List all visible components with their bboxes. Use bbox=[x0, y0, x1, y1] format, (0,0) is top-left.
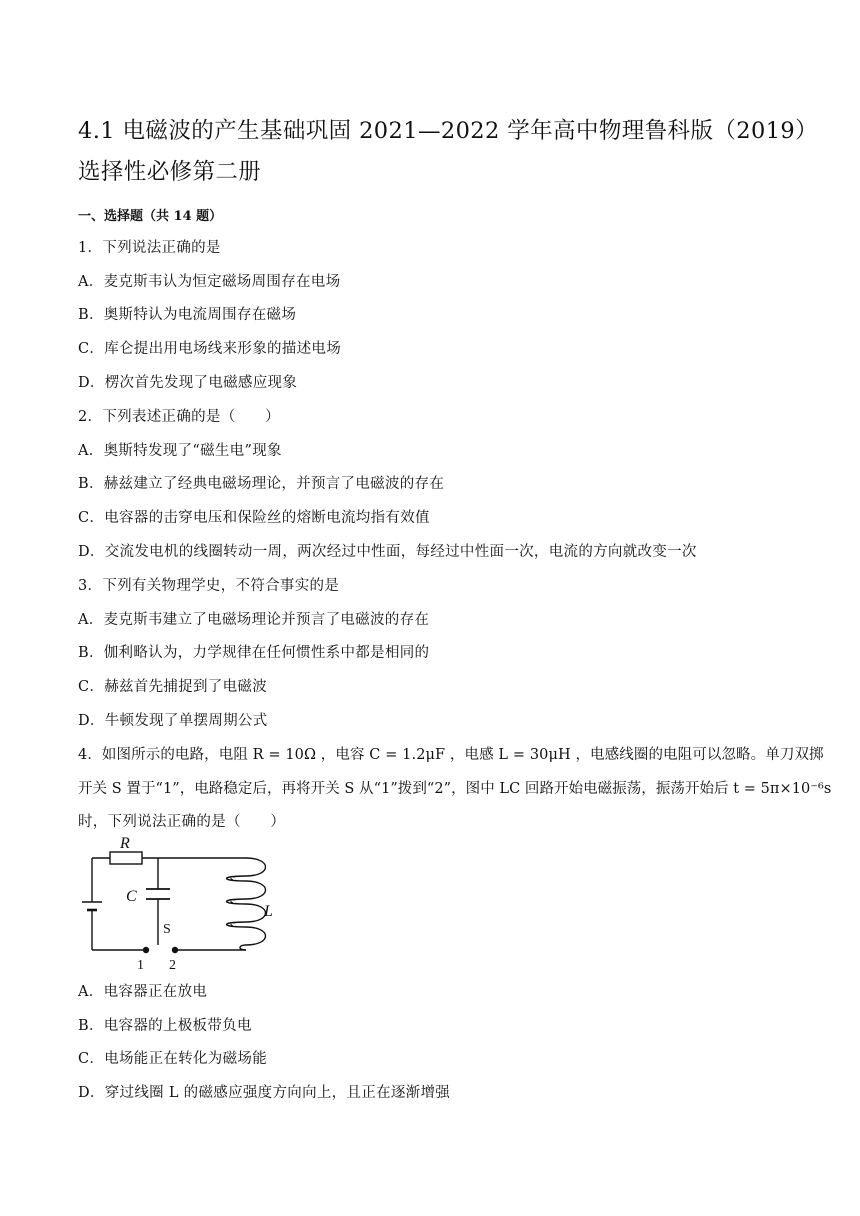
question-1-option-d: D．楞次首先发现了电磁感应现象 bbox=[78, 375, 298, 391]
question-4-stem-line-1: 4．如图所示的电路，电阻 R = 10Ω ，电容 C = 1.2μF ，电感 L = 30μH ，电感线圈的电阻可以忽略。单刀双掷 bbox=[78, 747, 824, 763]
question-3-option-b: B．伽利略认为，力学规律在任何惯性系中都是相同的 bbox=[78, 645, 430, 661]
question-1-option-c: C．库仑提出用电场线来形象的描述电场 bbox=[78, 341, 341, 357]
question-3-stem: 3．下列有关物理学史，不符合事实的是 bbox=[78, 578, 340, 594]
question-2-stem: 2．下列表述正确的是（ ） bbox=[78, 409, 280, 425]
question-1-stem: 1．下列说法正确的是 bbox=[78, 240, 221, 256]
question-4-stem-line-2: 开关 S 置于“1”，电路稳定后，再将开关 S 从“1”拨到“2”，图中 LC 回路开始电磁振荡，振荡开始后 t = 5π×10⁻⁶s bbox=[78, 781, 832, 797]
question-2-option-b: B．赫兹建立了经典电磁场理论，并预言了电磁波的存在 bbox=[78, 476, 445, 492]
label-r: R bbox=[120, 835, 130, 852]
label-l: L bbox=[264, 903, 273, 920]
question-3-option-a: A．麦克斯韦建立了电磁场理论并预言了电磁波的存在 bbox=[78, 612, 430, 628]
label-s: S bbox=[163, 922, 171, 937]
terminal-1-dot bbox=[143, 947, 149, 953]
question-3-option-c: C．赫兹首先捕捉到了电磁波 bbox=[78, 679, 267, 695]
question-2-option-c: C．电容器的击穿电压和保险丝的熔断电流均指有效值 bbox=[78, 510, 430, 526]
question-3-option-d: D．牛顿发现了单摆周期公式 bbox=[78, 713, 268, 729]
question-1-option-a: A．麦克斯韦认为恒定磁场周围存在电场 bbox=[78, 274, 341, 290]
terminal-2-dot bbox=[172, 947, 178, 953]
question-4-option-b: B．电容器的上极板带负电 bbox=[78, 1018, 252, 1034]
label-terminal-2: 2 bbox=[169, 958, 176, 973]
question-4-stem-line-3: 时，下列说法正确的是（ ） bbox=[78, 814, 286, 830]
document-title-line-1: 4.1 电磁波的产生基础巩固 2021—2022 学年高中物理鲁科版（2019） bbox=[78, 118, 819, 144]
document-title-line-2: 选择性必修第二册 bbox=[78, 159, 262, 185]
question-2-option-d: D．交流发电机的线圈转动一周，两次经过中性面，每经过中性面一次，电流的方向就改变一次 bbox=[78, 544, 697, 560]
question-4-option-c: C．电场能正在转化为磁场能 bbox=[78, 1051, 267, 1067]
lc-circuit-diagram bbox=[76, 834, 276, 974]
label-terminal-1: 1 bbox=[137, 958, 144, 973]
section-heading: 一、选择题（共 14 题） bbox=[78, 209, 223, 224]
resistor-symbol bbox=[110, 852, 142, 864]
question-1-option-b: B．奥斯特认为电流周围存在磁场 bbox=[78, 307, 297, 323]
question-4-option-a: A．电容器正在放电 bbox=[78, 984, 208, 1000]
question-4-option-d: D．穿过线圈 L 的磁感应强度方向向上，且正在逐渐增强 bbox=[78, 1085, 451, 1101]
question-2-option-a: A．奥斯特发现了“磁生电”现象 bbox=[78, 443, 282, 459]
label-c: C bbox=[126, 888, 137, 905]
